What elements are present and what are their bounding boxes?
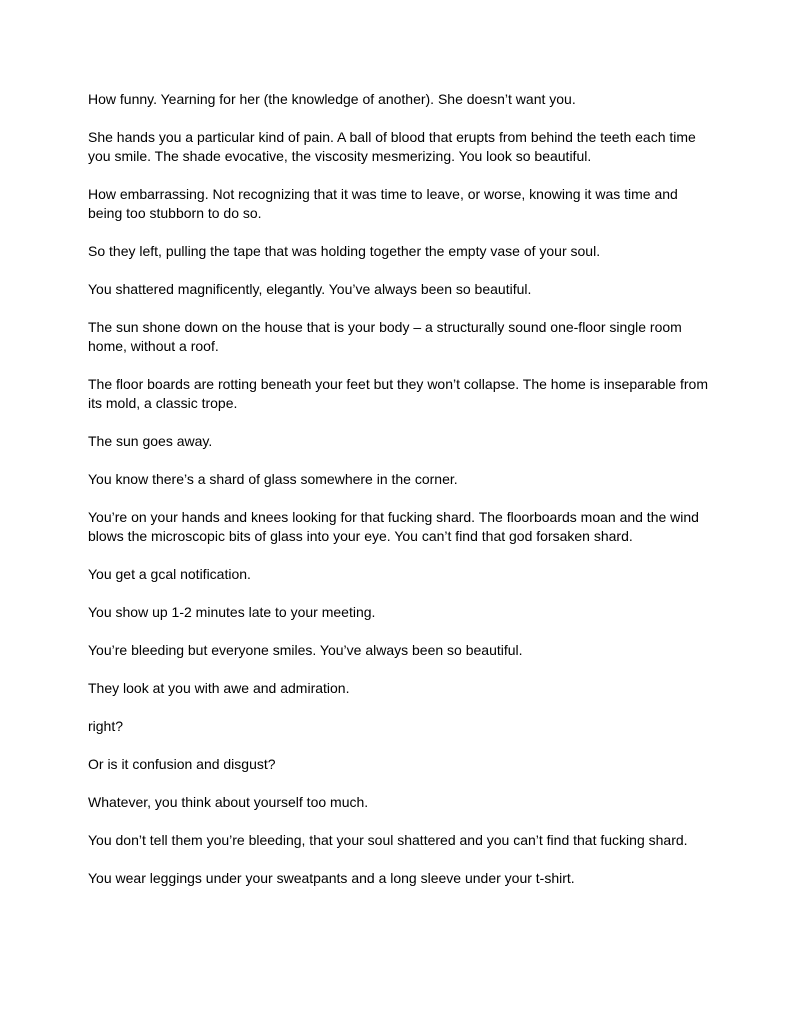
paragraph: You don’t tell them you’re bleeding, that your soul shattered and you can’t find that fucking shard. bbox=[88, 832, 688, 848]
paragraph: You wear leggings under your sweatpants and a long sleeve under your t-shirt. bbox=[88, 870, 575, 886]
paragraph: How funny. Yearning for her (the knowledge of another). She doesn’t want you. bbox=[88, 91, 576, 107]
paragraph: Or is it confusion and disgust? bbox=[88, 756, 276, 772]
paragraph: The sun goes away. bbox=[88, 433, 213, 449]
paragraph: right? bbox=[88, 718, 124, 734]
paragraph: You get a gcal notification. bbox=[88, 566, 251, 582]
paragraph: She hands you a particular kind of pain. A ball of blood that erupts from behind the teeth each time you smile. The shade evocative, the viscosity mesmerizing. You look so beautiful. bbox=[88, 129, 696, 164]
paragraph: They look at you with awe and admiration. bbox=[88, 680, 350, 696]
document-page bbox=[88, 90, 708, 907]
paragraph: You show up 1-2 minutes late to your meeting. bbox=[88, 604, 376, 620]
paragraph: You’re bleeding but everyone smiles. You’ve always been so beautiful. bbox=[88, 642, 523, 658]
paragraph: The floor boards are rotting beneath your feet but they won’t collapse. The home is inseparable from its mold, a classic trope. bbox=[88, 376, 708, 411]
paragraph: You shattered magnificently, elegantly. You’ve always been so beautiful. bbox=[88, 281, 532, 297]
paragraph: The sun shone down on the house that is your body – a structurally sound one-floor single room home, without a roof. bbox=[88, 319, 682, 354]
paragraph: Whatever, you think about yourself too much. bbox=[88, 794, 369, 810]
paragraph: How embarrassing. Not recognizing that it was time to leave, or worse, knowing it was time and being too stubborn to do so. bbox=[88, 186, 678, 221]
paragraph: You know there’s a shard of glass somewhere in the corner. bbox=[88, 471, 458, 487]
paragraph: You’re on your hands and knees looking for that fucking shard. The floorboards moan and the wind blows the microscopic bits of glass into your eye. You can’t find that god forsaken shard. bbox=[88, 509, 699, 544]
paragraph: So they left, pulling the tape that was holding together the empty vase of your soul. bbox=[88, 243, 601, 259]
